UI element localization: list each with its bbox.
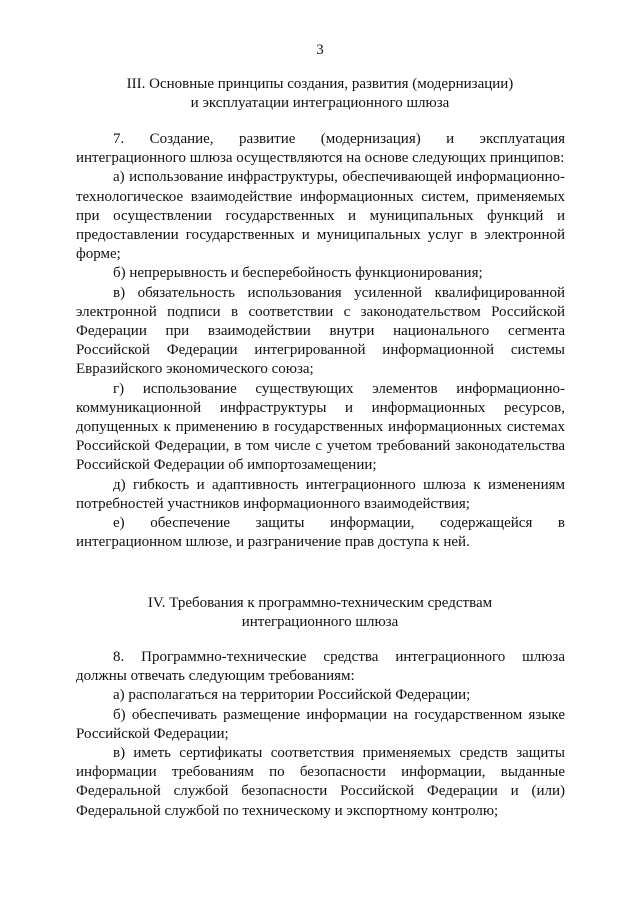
- clause-7-item-b: б) непрерывность и бесперебойность функционирования;: [113, 265, 483, 282]
- page-number: 3: [316, 42, 324, 58]
- section-3-body: [76, 130, 565, 552]
- section-4-heading-line-1: IV. Требования к программно-техническим средствам: [147, 595, 493, 611]
- clause-8-item-a: а) располагаться на территории Российской Федерации;: [113, 687, 471, 704]
- clause-7-item-d: д) гибкость и адаптивность интеграционного шлюза к изменениям потребностей участников информационного взаимодействия;: [76, 476, 565, 512]
- clause-7-intro: 7. Создание, развитие (модернизация) и эксплуатация интеграционного шлюза осуществляются на основе следующих принципов:: [76, 131, 565, 167]
- clause-7-item-a: а) использование инфраструктуры, обеспечивающей информационно-технологическое взаимодействие информационных систем, применяемых при осуществлении государственных и муниципальных функций и предоставлении государственных и муниципальных услуг в электронной форме;: [76, 169, 565, 263]
- clause-7-item-v: в) обязательность использования усиленной квалифицированной электронной подписи в соответствии с законодательством Российской Федерации при взаимодействии внутри национального сегмента Российской Федерации интегрированной информационной системы Евразийского экономического союза;: [76, 284, 565, 378]
- clause-8-intro: 8. Программно-технические средства интеграционного шлюза должны отвечать следующим требованиям:: [76, 649, 565, 685]
- section-3-heading-line-2: и эксплуатации интеграционного шлюза: [190, 95, 450, 111]
- section-4-heading: [0, 594, 640, 632]
- section-4-heading-line-2: интеграционного шлюза: [241, 614, 399, 630]
- clause-7-item-e: е) обеспечение защиты информации, содержащейся в интеграционном шлюзе, и разграничение прав доступа к ней.: [76, 515, 565, 551]
- clause-8-item-b: б) обеспечивать размещение информации на государственном языке Российской Федерации;: [76, 706, 565, 742]
- section-3-heading-line-1: III. Основные принципы создания, развития (модернизации): [126, 76, 514, 92]
- clause-7-item-g: г) использование существующих элементов информационно-коммуникационной инфраструктуры и информационных ресурсов, допущенных к применению в государственных информационных системах Российской Федерации, в том числе с учетом требований законодательства Российской Федерации об импортозамещении;: [76, 380, 565, 474]
- section-4-body: [76, 648, 565, 821]
- section-3-heading: [0, 75, 640, 113]
- clause-8-item-v: в) иметь сертификаты соответствия применяемых средств защиты информации требованиям по безопасности информации, выданные Федеральной службой безопасности Российской Федерации и (или) Федеральной службой по техническому и экспортному контролю;: [76, 745, 565, 819]
